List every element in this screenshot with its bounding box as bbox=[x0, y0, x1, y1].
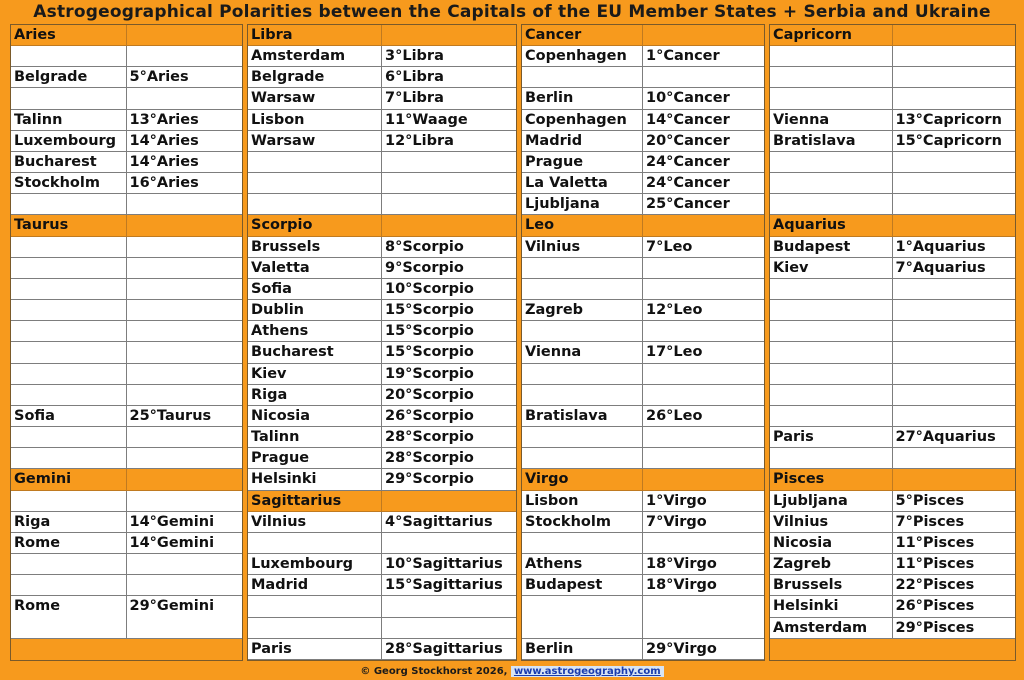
degree-cell: 13°Aries bbox=[127, 110, 243, 131]
city-cell: Belgrade bbox=[248, 67, 382, 88]
city-cell bbox=[522, 321, 643, 342]
city-cell: Helsinki bbox=[248, 469, 382, 490]
city-cell: Ljubljana bbox=[522, 194, 643, 215]
polarities-table bbox=[10, 24, 1016, 661]
city-cell: Valetta bbox=[248, 258, 382, 279]
degree-cell bbox=[382, 618, 516, 639]
degree-cell: 11°Waage bbox=[382, 110, 516, 131]
degree-cell bbox=[893, 300, 1016, 321]
city-cell bbox=[11, 554, 127, 575]
degree-cell bbox=[382, 596, 516, 617]
sign-header-blank bbox=[382, 215, 516, 236]
city-cell: Brussels bbox=[770, 575, 893, 596]
degree-cell: 9°Scorpio bbox=[382, 258, 516, 279]
degree-cell bbox=[382, 152, 516, 173]
degree-cell: 19°Scorpio bbox=[382, 364, 516, 385]
city-cell bbox=[11, 427, 127, 448]
city-cell bbox=[770, 173, 893, 194]
degree-cell bbox=[893, 46, 1016, 67]
city-cell bbox=[522, 596, 643, 638]
sign-header: Cancer bbox=[522, 25, 643, 46]
city-cell: Copenhagen bbox=[522, 110, 643, 131]
city-cell bbox=[522, 448, 643, 469]
degree-cell bbox=[127, 88, 243, 109]
city-cell bbox=[11, 88, 127, 109]
degree-cell bbox=[382, 194, 516, 215]
sign-header-blank bbox=[643, 215, 764, 236]
table-column-capricorn-aquarius-pisces bbox=[769, 24, 1016, 661]
degree-cell bbox=[127, 575, 243, 596]
degree-cell: 24°Cancer bbox=[643, 152, 764, 173]
degree-cell: 14°Gemini bbox=[127, 533, 243, 554]
degree-cell: 29°Gemini bbox=[127, 596, 243, 638]
degree-cell: 22°Pisces bbox=[893, 575, 1016, 596]
degree-cell bbox=[127, 427, 243, 448]
degree-cell: 7°Aquarius bbox=[893, 258, 1016, 279]
city-cell: Stockholm bbox=[522, 512, 643, 533]
city-cell bbox=[522, 279, 643, 300]
degree-cell: 17°Leo bbox=[643, 342, 764, 363]
degree-cell: 18°Virgo bbox=[643, 575, 764, 596]
city-cell bbox=[522, 67, 643, 88]
city-cell: Vilnius bbox=[522, 237, 643, 258]
city-cell: Vilnius bbox=[770, 512, 893, 533]
footer-link[interactable]: www.astrogeography.com bbox=[511, 666, 664, 677]
degree-cell: 28°Sagittarius bbox=[382, 639, 516, 660]
degree-cell: 7°Virgo bbox=[643, 512, 764, 533]
city-cell: Amsterdam bbox=[770, 618, 893, 639]
city-cell: Budapest bbox=[522, 575, 643, 596]
degree-cell: 14°Cancer bbox=[643, 110, 764, 131]
sign-header: Gemini bbox=[11, 469, 127, 490]
degree-cell bbox=[127, 321, 243, 342]
city-cell bbox=[248, 152, 382, 173]
degree-cell bbox=[893, 385, 1016, 406]
sign-header-blank bbox=[643, 469, 764, 490]
city-cell: Amsterdam bbox=[248, 46, 382, 67]
degree-cell: 5°Aries bbox=[127, 67, 243, 88]
city-cell: Sofia bbox=[248, 279, 382, 300]
city-cell: Kiev bbox=[770, 258, 893, 279]
city-cell bbox=[770, 364, 893, 385]
city-cell: Warsaw bbox=[248, 88, 382, 109]
city-cell bbox=[248, 618, 382, 639]
degree-cell: 13°Capricorn bbox=[893, 110, 1016, 131]
city-cell: Zagreb bbox=[522, 300, 643, 321]
city-cell bbox=[522, 364, 643, 385]
degree-cell bbox=[127, 300, 243, 321]
degree-cell bbox=[893, 448, 1016, 469]
degree-cell: 12°Libra bbox=[382, 131, 516, 152]
degree-cell bbox=[127, 385, 243, 406]
city-cell bbox=[11, 575, 127, 596]
degree-cell bbox=[643, 427, 764, 448]
city-cell: Stockholm bbox=[11, 173, 127, 194]
degree-cell: 16°Aries bbox=[127, 173, 243, 194]
degree-cell: 26°Pisces bbox=[893, 596, 1016, 617]
city-cell bbox=[770, 321, 893, 342]
city-cell: Nicosia bbox=[248, 406, 382, 427]
city-cell bbox=[11, 258, 127, 279]
footer-copyright: © Georg Stockhorst 2026, bbox=[360, 666, 508, 677]
degree-cell: 1°Virgo bbox=[643, 491, 764, 512]
sign-header-blank bbox=[893, 25, 1016, 46]
degree-cell: 28°Scorpio bbox=[382, 448, 516, 469]
degree-cell: 29°Virgo bbox=[643, 639, 764, 660]
sign-header: Libra bbox=[248, 25, 382, 46]
city-cell: Lisbon bbox=[248, 110, 382, 131]
city-cell bbox=[770, 385, 893, 406]
city-cell: Kiev bbox=[248, 364, 382, 385]
city-cell bbox=[522, 258, 643, 279]
degree-cell bbox=[643, 321, 764, 342]
city-cell: Rome bbox=[11, 596, 127, 638]
city-cell: Copenhagen bbox=[522, 46, 643, 67]
city-cell: Bratislava bbox=[770, 131, 893, 152]
city-cell: Athens bbox=[248, 321, 382, 342]
city-cell: Paris bbox=[248, 639, 382, 660]
city-cell: Prague bbox=[522, 152, 643, 173]
degree-cell bbox=[893, 342, 1016, 363]
city-cell bbox=[11, 342, 127, 363]
degree-cell: 28°Scorpio bbox=[382, 427, 516, 448]
table-title: Astrogeographical Polarities between the Capitals of the EU Member States + Serbia and Ukraine bbox=[33, 2, 991, 22]
city-cell bbox=[522, 427, 643, 448]
table-column-aries-taurus-gemini bbox=[10, 24, 243, 661]
city-cell bbox=[770, 88, 893, 109]
sign-header: Taurus bbox=[11, 215, 127, 236]
degree-cell bbox=[643, 448, 764, 469]
city-cell bbox=[522, 533, 643, 554]
degree-cell bbox=[643, 385, 764, 406]
city-cell bbox=[11, 448, 127, 469]
city-cell: Talinn bbox=[248, 427, 382, 448]
city-cell: Madrid bbox=[248, 575, 382, 596]
city-cell: Vilnius bbox=[248, 512, 382, 533]
city-cell bbox=[770, 67, 893, 88]
degree-cell: 20°Cancer bbox=[643, 131, 764, 152]
city-cell bbox=[770, 279, 893, 300]
city-cell: Ljubljana bbox=[770, 491, 893, 512]
degree-cell: 15°Capricorn bbox=[893, 131, 1016, 152]
degree-cell bbox=[643, 258, 764, 279]
degree-cell: 18°Virgo bbox=[643, 554, 764, 575]
degree-cell bbox=[127, 237, 243, 258]
degree-cell: 15°Scorpio bbox=[382, 342, 516, 363]
degree-cell: 7°Libra bbox=[382, 88, 516, 109]
degree-cell: 8°Scorpio bbox=[382, 237, 516, 258]
degree-cell: 14°Aries bbox=[127, 131, 243, 152]
degree-cell: 12°Leo bbox=[643, 300, 764, 321]
city-cell: Nicosia bbox=[770, 533, 893, 554]
degree-cell bbox=[382, 533, 516, 554]
degree-cell bbox=[127, 364, 243, 385]
sign-header-blank bbox=[893, 215, 1016, 236]
degree-cell: 27°Aquarius bbox=[893, 427, 1016, 448]
degree-cell: 7°Pisces bbox=[893, 512, 1016, 533]
city-cell bbox=[11, 385, 127, 406]
degree-cell: 10°Sagittarius bbox=[382, 554, 516, 575]
degree-cell: 14°Aries bbox=[127, 152, 243, 173]
degree-cell bbox=[643, 67, 764, 88]
city-cell bbox=[11, 491, 127, 512]
degree-cell bbox=[127, 554, 243, 575]
degree-cell bbox=[643, 279, 764, 300]
city-cell bbox=[770, 152, 893, 173]
degree-cell bbox=[382, 173, 516, 194]
degree-cell bbox=[893, 406, 1016, 427]
city-cell: Sofia bbox=[11, 406, 127, 427]
degree-cell: 11°Pisces bbox=[893, 554, 1016, 575]
degree-cell bbox=[127, 194, 243, 215]
city-cell bbox=[11, 364, 127, 385]
degree-cell bbox=[893, 279, 1016, 300]
sign-header-blank bbox=[127, 469, 243, 490]
city-cell: Riga bbox=[248, 385, 382, 406]
city-cell bbox=[248, 173, 382, 194]
degree-cell: 14°Gemini bbox=[127, 512, 243, 533]
degree-cell bbox=[127, 491, 243, 512]
degree-cell bbox=[893, 321, 1016, 342]
degree-cell bbox=[127, 258, 243, 279]
city-cell: Paris bbox=[770, 427, 893, 448]
city-cell: Bratislava bbox=[522, 406, 643, 427]
city-cell: Dublin bbox=[248, 300, 382, 321]
degree-cell: 7°Leo bbox=[643, 237, 764, 258]
city-cell: Warsaw bbox=[248, 131, 382, 152]
city-cell: Bucharest bbox=[248, 342, 382, 363]
degree-cell: 11°Pisces bbox=[893, 533, 1016, 554]
city-cell: Lisbon bbox=[522, 491, 643, 512]
degree-cell: 29°Pisces bbox=[893, 618, 1016, 639]
city-cell bbox=[770, 194, 893, 215]
degree-cell bbox=[643, 364, 764, 385]
degree-cell bbox=[127, 46, 243, 67]
city-cell: Riga bbox=[11, 512, 127, 533]
degree-cell: 26°Scorpio bbox=[382, 406, 516, 427]
degree-cell bbox=[127, 448, 243, 469]
degree-cell bbox=[127, 342, 243, 363]
sign-header-blank bbox=[127, 215, 243, 236]
city-cell bbox=[522, 385, 643, 406]
sign-header-blank bbox=[382, 25, 516, 46]
sign-header-blank bbox=[127, 25, 243, 46]
city-cell: Vienna bbox=[522, 342, 643, 363]
degree-cell bbox=[893, 88, 1016, 109]
city-cell bbox=[770, 406, 893, 427]
sign-header-blank bbox=[643, 25, 764, 46]
degree-cell bbox=[893, 173, 1016, 194]
degree-cell: 25°Taurus bbox=[127, 406, 243, 427]
city-cell bbox=[11, 279, 127, 300]
city-cell: Prague bbox=[248, 448, 382, 469]
city-cell bbox=[770, 448, 893, 469]
sign-header-blank bbox=[893, 469, 1016, 490]
city-cell: Luxembourg bbox=[248, 554, 382, 575]
degree-cell bbox=[893, 67, 1016, 88]
degree-cell bbox=[643, 596, 764, 638]
degree-cell bbox=[893, 194, 1016, 215]
degree-cell: 20°Scorpio bbox=[382, 385, 516, 406]
sign-header: Leo bbox=[522, 215, 643, 236]
sign-header: Sagittarius bbox=[248, 491, 382, 512]
city-cell: Luxembourg bbox=[11, 131, 127, 152]
degree-cell: 25°Cancer bbox=[643, 194, 764, 215]
table-column-libra-scorpio-sagittarius bbox=[247, 24, 517, 661]
degree-cell: 1°Cancer bbox=[643, 46, 764, 67]
city-cell: Madrid bbox=[522, 131, 643, 152]
city-cell: Berlin bbox=[522, 88, 643, 109]
city-cell: Budapest bbox=[770, 237, 893, 258]
city-cell: Rome bbox=[11, 533, 127, 554]
city-cell: Berlin bbox=[522, 639, 643, 660]
sign-header: Virgo bbox=[522, 469, 643, 490]
degree-cell: 15°Sagittarius bbox=[382, 575, 516, 596]
degree-cell: 15°Scorpio bbox=[382, 300, 516, 321]
city-cell: Zagreb bbox=[770, 554, 893, 575]
sign-header: Aquarius bbox=[770, 215, 893, 236]
degree-cell: 6°Libra bbox=[382, 67, 516, 88]
city-cell bbox=[248, 596, 382, 617]
sign-header-blank bbox=[382, 491, 516, 512]
city-cell: Helsinki bbox=[770, 596, 893, 617]
city-cell bbox=[770, 300, 893, 321]
degree-cell: 5°Pisces bbox=[893, 491, 1016, 512]
degree-cell: 15°Scorpio bbox=[382, 321, 516, 342]
degree-cell: 10°Scorpio bbox=[382, 279, 516, 300]
city-cell: La Valetta bbox=[522, 173, 643, 194]
degree-cell: 1°Aquarius bbox=[893, 237, 1016, 258]
degree-cell: 4°Sagittarius bbox=[382, 512, 516, 533]
degree-cell: 26°Leo bbox=[643, 406, 764, 427]
city-cell: Talinn bbox=[11, 110, 127, 131]
degree-cell: 24°Cancer bbox=[643, 173, 764, 194]
city-cell bbox=[770, 46, 893, 67]
degree-cell bbox=[127, 279, 243, 300]
sign-header: Capricorn bbox=[770, 25, 893, 46]
city-cell: Brussels bbox=[248, 237, 382, 258]
city-cell bbox=[11, 300, 127, 321]
city-cell: Belgrade bbox=[11, 67, 127, 88]
city-cell bbox=[770, 342, 893, 363]
city-cell: Athens bbox=[522, 554, 643, 575]
sign-header: Aries bbox=[11, 25, 127, 46]
table-column-cancer-leo-virgo bbox=[521, 24, 765, 661]
city-cell bbox=[11, 237, 127, 258]
sign-header: Scorpio bbox=[248, 215, 382, 236]
city-cell: Bucharest bbox=[11, 152, 127, 173]
city-cell bbox=[11, 194, 127, 215]
degree-cell: 3°Libra bbox=[382, 46, 516, 67]
city-cell bbox=[248, 194, 382, 215]
city-cell: Vienna bbox=[770, 110, 893, 131]
city-cell bbox=[11, 46, 127, 67]
sign-header: Pisces bbox=[770, 469, 893, 490]
degree-cell bbox=[643, 533, 764, 554]
degree-cell bbox=[893, 152, 1016, 173]
city-cell bbox=[11, 321, 127, 342]
degree-cell: 10°Cancer bbox=[643, 88, 764, 109]
degree-cell: 29°Scorpio bbox=[382, 469, 516, 490]
footer bbox=[0, 663, 1024, 680]
degree-cell bbox=[893, 364, 1016, 385]
city-cell bbox=[248, 533, 382, 554]
